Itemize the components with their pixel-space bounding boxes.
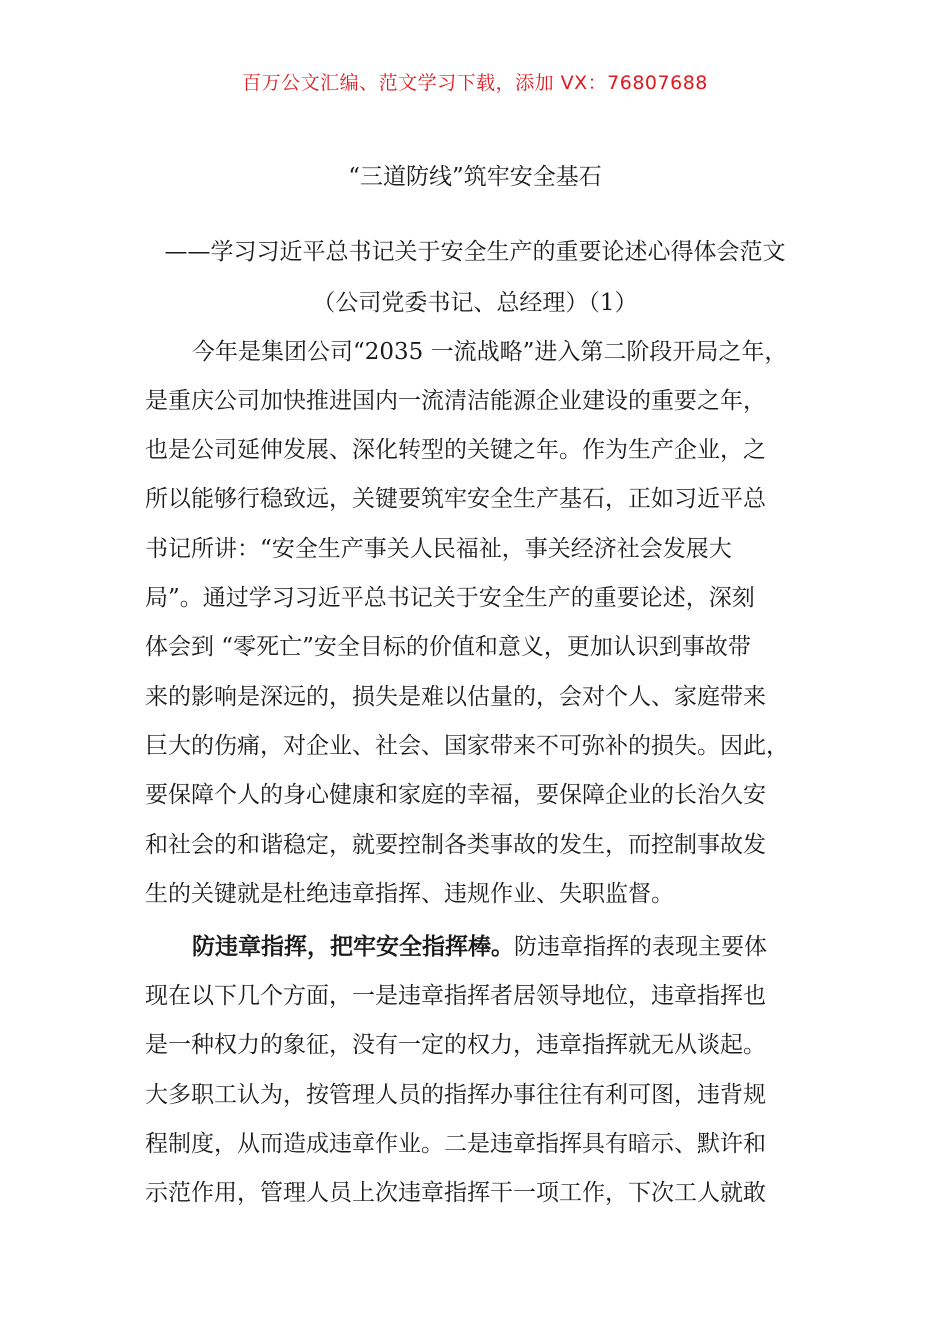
paragraph1-line: 是重庆公司加快推进国内一流清洁能源企业建设的重要之年， (145, 388, 766, 414)
paragraph1-line: 局”。通过学习习近平总书记关于安全生产的重要论述，深刻 (145, 585, 755, 611)
paragraph1-line: 巨大的伤痛，对企业、社会、国家带来不可弥补的损失。因此， (145, 733, 789, 759)
paragraph1-line: 也是公司延伸发展、深化转型的关键之年。作为生产企业，之 (145, 437, 766, 463)
paragraph1-line: 来的影响是深远的，损失是难以估量的，会对个人、家庭带来 (145, 684, 766, 710)
paragraph2-first-line (192, 927, 815, 967)
paragraph1-line: 今年是集团公司“2035 一流战略”进入第二阶段开局之年， (192, 339, 788, 365)
paragraph2-first-rest: 防违章指挥的表现主要体 (514, 934, 767, 960)
document-subtitle: ——学习习近平总书记关于安全生产的重要论述心得体会范文 (164, 239, 786, 265)
paragraph2-line: 是一种权力的象征，没有一定的权力，违章指挥就无从谈起。 (145, 1032, 766, 1058)
paragraph2-line: 大多职工认为，按管理人员的指挥办事往往有利可图，违背规 (145, 1082, 766, 1108)
paragraph2-line: 现在以下几个方面，一是违章指挥者居领导地位，违章指挥也 (145, 983, 766, 1009)
document-author-note: （公司党委书记、总经理）（1） (312, 290, 638, 316)
paragraph2-heading: 防违章指挥，把牢安全指挥棒。 (192, 933, 514, 960)
paragraph1-line: 要保障个人的身心健康和家庭的幸福，要保障企业的长治久安 (145, 782, 766, 808)
paragraph2-line: 示范作用，管理人员上次违章指挥干一项工作，下次工人就敢 (145, 1180, 766, 1206)
header-ad-banner: 百万公文汇编、范文学习下载，添加 VX：76807688 (242, 72, 708, 94)
paragraph1-line: 体会到 “零死亡”安全目标的价值和意义，更加认识到事故带 (145, 634, 751, 660)
paragraph1-line: 和社会的和谐稳定，就要控制各类事故的发生，而控制事故发 (145, 832, 766, 858)
paragraph1-line: 所以能够行稳致远，关键要筑牢安全生产基石，正如习近平总 (145, 486, 766, 512)
document-title: “三道防线”筑牢安全基石 (348, 164, 602, 190)
paragraph2-line: 程制度，从而造成违章作业。二是违章指挥具有暗示、默许和 (145, 1131, 766, 1157)
paragraph1-line: 生的关键就是杜绝违章指挥、违规作业、失职监督。 (145, 881, 674, 907)
paragraph1-line: 书记所讲：“安全生产事关人民福祉，事关经济社会发展大 (145, 536, 732, 562)
